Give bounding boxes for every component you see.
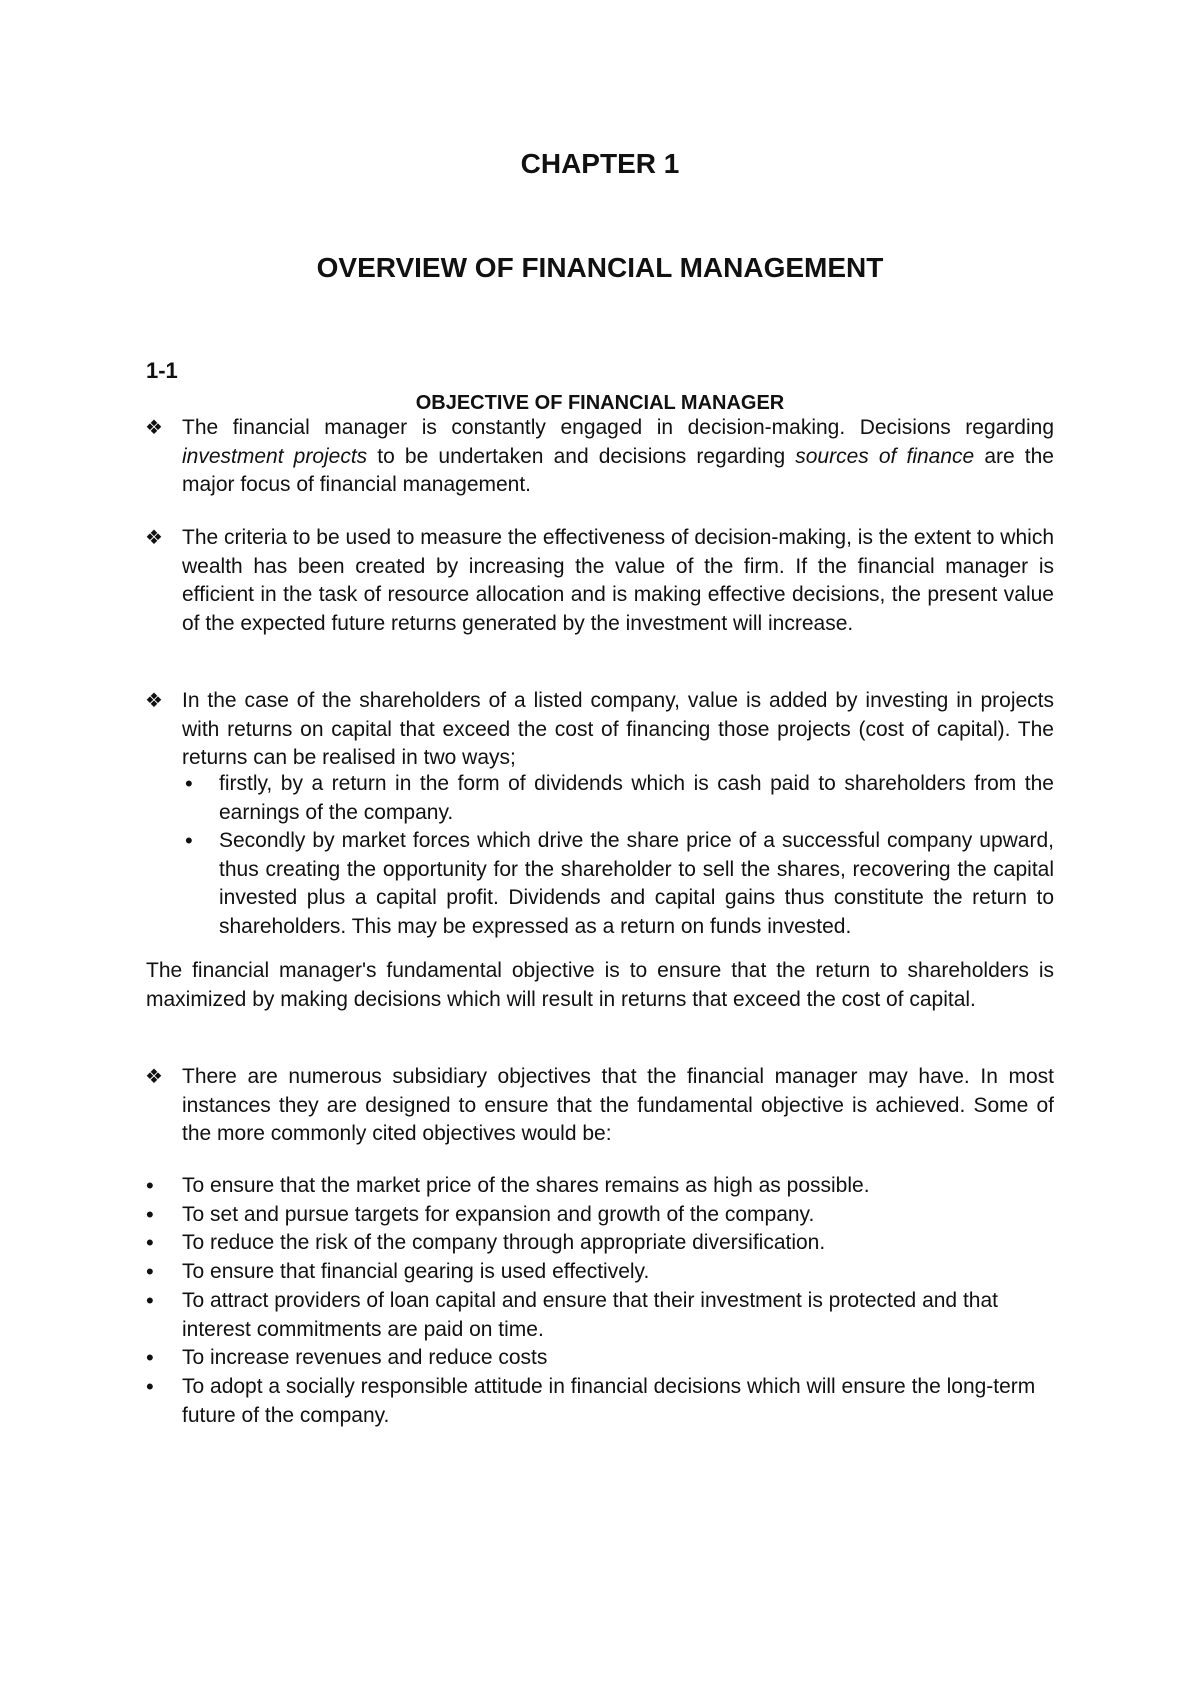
point-1-text-e: are the major focus of financial management. [182,444,1054,496]
round-bullet-icon: • [146,1259,154,1284]
diamond-bullet-icon: ❖ [145,417,163,439]
round-bullet-icon: • [146,1230,154,1255]
objective-text: To adopt a socially responsible attitude in financial decisions which will ensure the long-term future of the company. [182,1375,1036,1427]
round-bullet-icon: • [146,1173,154,1198]
list-item [146,1172,1054,1201]
round-bullet-icon: • [146,1374,154,1399]
list-item [146,1201,1054,1230]
objective-text: To set and pursue targets for expansion and growth of the company. [182,1203,815,1226]
chapter-title: CHAPTER 1 [520,148,680,179]
list-item [146,1344,1054,1373]
sub-list-item [185,770,1054,827]
diamond-bullet-icon: ❖ [145,690,163,712]
diamond-bullet-icon: ❖ [145,1066,163,1088]
objective-text: To increase revenues and reduce costs [182,1346,548,1369]
sub-item-text: Secondly by market forces which drive the share price of a successful company upward, thus creating the opportunity for the shareholder to sell the shares, recovering the capital invested plus a capital profit. Dividends and capital gains thus constitute the return to shareholders. This may be expressed as a return on funds invested. [219,829,1054,938]
point-1-emphasis-finance: sources of finance [795,444,975,468]
objective-point-3 [145,687,1054,773]
point-3-text: In the case of the shareholders of a listed company, value is added by investing in projects with returns on capital that exceed the cost of financing those projects (cost of capital). The returns can be realised in two ways; [182,689,1054,769]
objective-point-1 [145,414,1054,500]
round-bullet-icon: • [146,1345,154,1370]
sub-list-item [185,827,1054,941]
list-item [146,1287,1054,1344]
round-bullet-icon: • [146,1202,154,1227]
objective-text: To attract providers of loan capital and ensure that their investment is protected and that interest commitments are paid on time. [182,1289,998,1341]
diamond-bullet-icon: ❖ [145,527,163,549]
round-bullet-icon: • [185,828,193,853]
point-1-text-c: to be undertaken and decisions regarding [367,444,796,468]
point-1-emphasis-investment: investment projects [182,444,368,468]
list-item [146,1229,1054,1258]
round-bullet-icon: • [185,771,193,796]
section-number: 1-1 [146,358,178,383]
objective-point-4 [145,1063,1054,1149]
section-heading: OBJECTIVE OF FINANCIAL MANAGER [415,392,785,414]
point-4-text: There are numerous subsidiary objectives that the financial manager may have. In most instances they are designed to ensure that the fundamental objective is achieved. Some of the more commonly cited objectives would be: [182,1065,1054,1145]
point-2-text: The criteria to be used to measure the effectiveness of decision-making, is the extent to which wealth has been created by increasing the value of the firm. If the financial manager is efficient in the task of resource allocation and is making effective decisions, the present value of the expected future returns generated by the investment will increase. [182,526,1054,635]
objective-text: To reduce the risk of the company through appropriate diversification. [182,1231,826,1254]
document-title: OVERVIEW OF FINANCIAL MANAGEMENT [316,252,884,283]
round-bullet-icon: • [146,1288,154,1313]
list-item [146,1258,1054,1287]
sub-item-text: firstly, by a return in the form of dividends which is cash paid to shareholders from the earnings of the company. [219,772,1054,824]
list-item [146,1373,1054,1430]
objective-text: To ensure that financial gearing is used effectively. [182,1260,650,1283]
objective-point-2 [145,524,1054,638]
point-1-text-a: The financial manager is constantly engaged in decision-making. Decisions regarding [182,416,1054,439]
objective-text: To ensure that the market price of the shares remains as high as possible. [182,1174,870,1197]
fundamental-objective-paragraph: The financial manager's fundamental objective is to ensure that the return to shareholders is maximized by making decisions which will result in returns that exceed the cost of capital. [146,959,1054,1011]
